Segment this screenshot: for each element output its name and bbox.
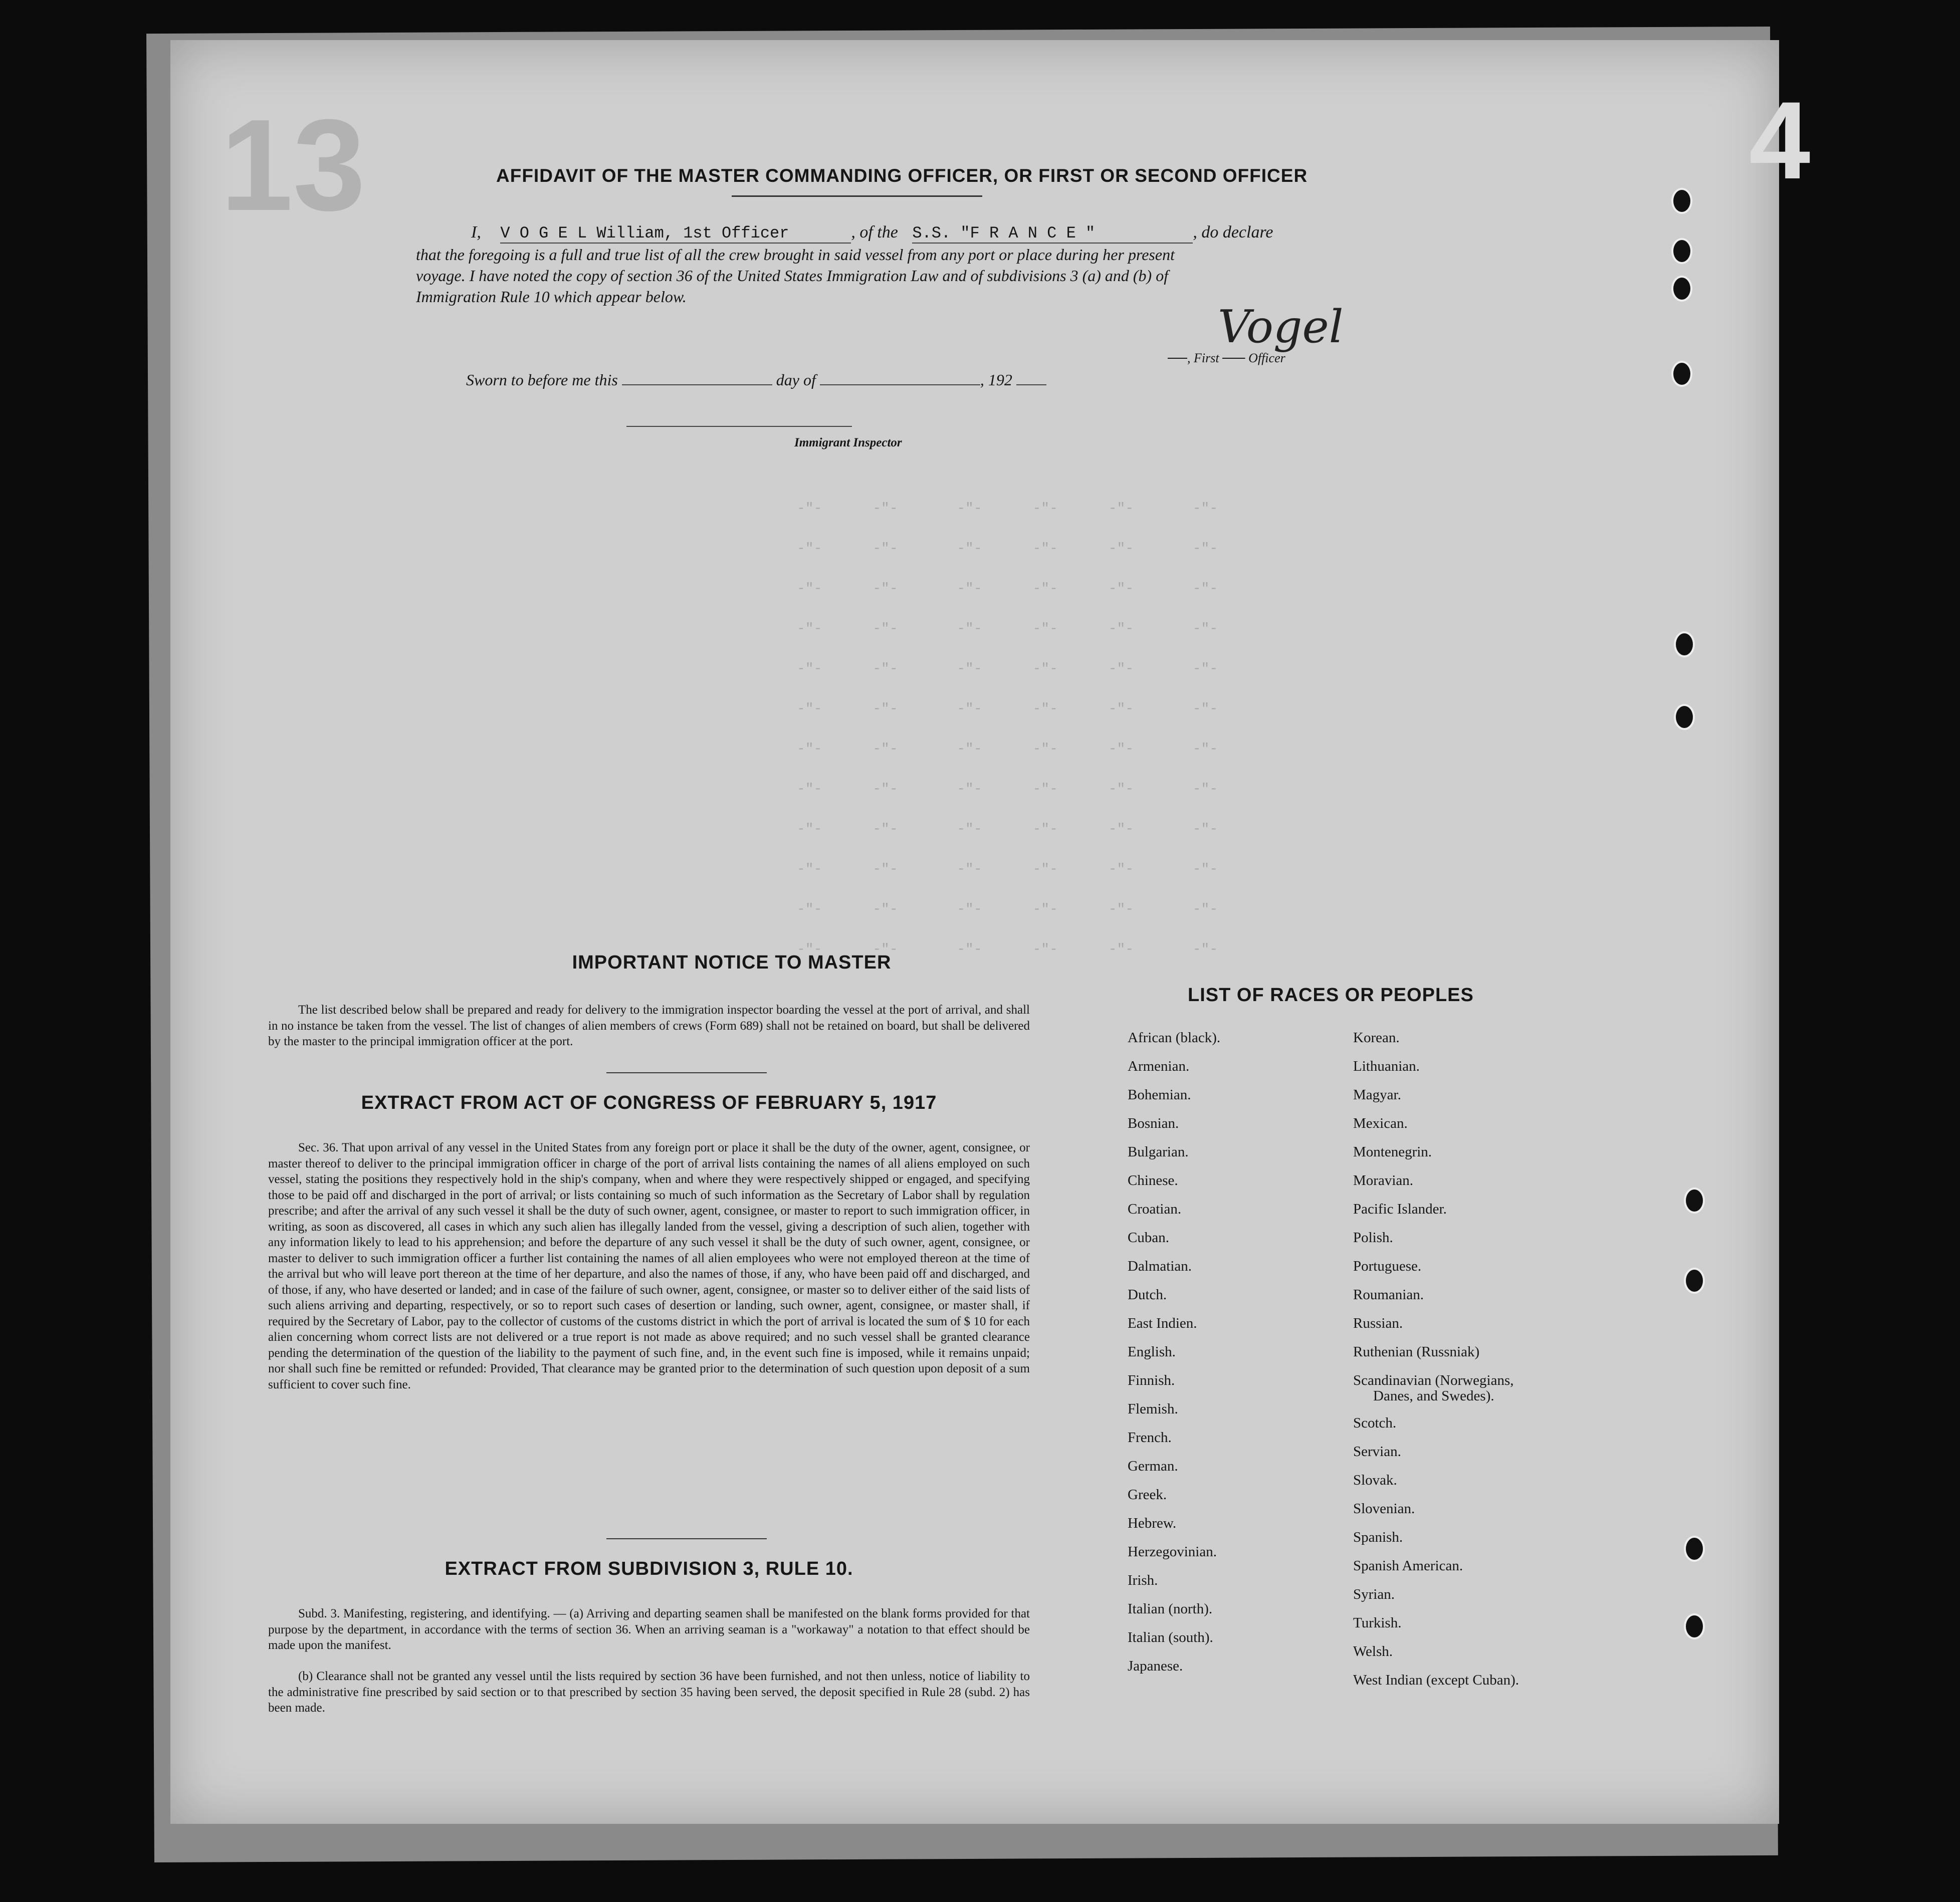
extract-rule-text-a: Subd. 3. Manifesting, registering, and identifying. — (a) Arriving and departing seamen shall be manifested on the blank forms provided for that purpose by the department, in accordance with the terms of section 36. When an arriving seaman is a "workaway" a notation to that effect should be made upon the manifest. [268, 1607, 1030, 1652]
race-item: Magyar. [1353, 1087, 1401, 1103]
inspector-label: Immigrant Inspector [794, 436, 902, 449]
i-label: I, [471, 223, 481, 242]
race-item: Montenegrin. [1353, 1144, 1432, 1160]
race-item: Hebrew. [1128, 1515, 1177, 1531]
race-item: French. [1128, 1430, 1172, 1446]
punch-hole [1671, 188, 1692, 214]
affidavit-title: AFFIDAVIT OF THE MASTER COMMANDING OFFICER, OR FIRST OR SECOND OFFICER [496, 165, 1308, 186]
race-item: Italian (south). [1128, 1629, 1213, 1645]
race-item: Herzegovinian. [1128, 1544, 1217, 1560]
race-item: Bulgarian. [1128, 1144, 1189, 1160]
extract-act-divider [606, 1538, 767, 1539]
races-title: LIST OF RACES OR PEOPLES [1188, 985, 1474, 1006]
race-item: Finnish. [1128, 1372, 1175, 1388]
race-item: German. [1128, 1458, 1178, 1474]
sworn-day-blank [622, 384, 772, 385]
affidavit-para-2: voyage. I have noted the copy of section 36 of the United States Immigration Law and of subdivisions 3 (a) and (b) of [416, 267, 1169, 285]
extract-act-title: EXTRACT FROM ACT OF CONGRESS OF FEBRUARY 5, 1917 [361, 1092, 937, 1113]
race-item: Welsh. [1353, 1643, 1393, 1659]
extract-rule-title: EXTRACT FROM SUBDIVISION 3, RULE 10. [445, 1558, 853, 1579]
sworn-line [466, 371, 1046, 389]
race-item: Slovenian. [1353, 1501, 1415, 1517]
title-underline [732, 195, 982, 197]
race-item: Dutch. [1128, 1287, 1167, 1303]
race-item: Russian. [1353, 1315, 1403, 1331]
officer-name: V O G E L William, 1st Officer [500, 224, 851, 244]
extract-rule-text-b: (b) Clearance shall not be granted any vessel until the lists required by section 36 have been furnished, and not then unless, notice of liability to the administrative fine prescribed by said section or to that prescribed by section 35 having been served, the deposit specified in Rule 28 (subd. 2) has been made. [268, 1670, 1030, 1715]
race-item: Japanese. [1128, 1658, 1183, 1674]
notice-divider [606, 1072, 767, 1073]
race-item: Armenian. [1128, 1058, 1190, 1074]
notice-title: IMPORTANT NOTICE TO MASTER [572, 952, 892, 973]
race-item: Lithuanian. [1353, 1058, 1420, 1074]
punch-hole [1684, 1187, 1705, 1214]
do-declare-label: , do declare [1193, 223, 1273, 242]
race-item: Syrian. [1353, 1586, 1395, 1602]
sworn-year-blank [1016, 384, 1046, 385]
affidavit-para-1: that the foregoing is a full and true list of all the crew brought in said vessel from any port or place during her present [416, 246, 1175, 264]
vessel-name: S.S. "F R A N C E " [912, 224, 1193, 244]
race-item: Ruthenian (Russniak) [1353, 1344, 1480, 1360]
race-item: Bosnian. [1128, 1115, 1179, 1131]
race-item: Cuban. [1128, 1230, 1169, 1246]
inspector-signature-line [626, 426, 852, 427]
race-item: Mexican. [1353, 1115, 1408, 1131]
officer-label: Officer [1248, 351, 1285, 365]
manifest-page: 13 AFFIDAVIT OF THE MASTER COMMANDING OFFICER, OR FIRST OR SECOND OFFICER I, V O G E L William, 1st Officer , of the S.S. "F R A N C E " , do declare that the foregoing is a full and true list of all the crew brought in said vessel from any port or place during her present voyage. I have noted the copy of section 36 of the United States Immigration Law and of subdivisions 3 (a) and (b) of Immigration Rule 10 which appear below. Vogel , First Officer Sworn to before me this day of , 192 Immigrant Inspector -"- -"- -"- -"- -"- -"- -"- -"- -"- -"- -"- -"- -"- -"- -"- -"- -"- -"- -"- -"- -"- -"- -"- -"- -"- -"- -"- -"- -"- -"- -"- -"- -"- -"- -"- -"- -"- -"- -"- -"- -"- -"- -"- -"- -"- -"- -"- -"- -"- -"- -"- -"- -"- -"- -"- -"- -"- -"- -"- -"- -"- -"- -"- -"- -"- -"- -"- -"- -"- -"- -"- -"- IMPORTANT NOTICE TO MASTER The list described below shall be prepared and ready for delivery to the immigration inspector boarding the vessel at the port of arrival, and shall in no instance be taken from the vessel. The list of changes of alien members of crews (Form 689) shall not be retained on board, but shall be delivered by the master to the principal immigration officer at the port. EXTRACT FROM ACT OF CONGRESS OF FEBRUARY 5, 1917 Sec. 36. That upon arrival of any vessel in the United States from any foreign port or place it shall be the duty of the owner, agent, consignee, or master thereof to deliver to the principal immigration officer in charge of the port of arrival lists containing the names of all aliens employed on such vessel, stating the positions they respectively hold in the ship's company, when and where they were respectively shipped or engaged, and specifying those to be paid off and discharged in the port of arrival; or lists containing so much of such information as the Secretary of Labor shall by regulation prescribe; and after the arrival of any such vessel it shall be the duty of such owner, agent, consignee, or master to report to such immigration officer, in writing, as soon as discovered, all cases in which any such alien has illegally landed from the vessel, giving a description of such alien, together with any information likely to lead to his apprehension; and before the departure of any such vessel it shall be the duty of such owner, agent, consignee, or master to deliver to such immigration officer a further list containing the names of all alien employees who were not employed thereon at the time of the arrival but who will leave port thereon at the time of her departure, and also the names of those, if any, who have been paid off and discharged, and of those, if any, who have deserted or landed; and in case of the failure of such owner, agent, consignee, or master so to deliver either of the said lists of such aliens arriving and departing, respectively, or so to report such cases of desertion or landing, such owner, agent, consignee, or master shall, if required by the Secretary of Labor, pay to the collector of customs of the customs district in which the port of arrival is located the sum of $ 10 for each alien concerning whom correct lists are not delivered or a true report is not made as above required; and no such vessel shall be granted clearance pending the determination of the question of the liability to the payment of such fine, and, in the event such fine is imposed, while it remains unpaid; nor shall such fine be remitted or refunded: Provided, That clearance may be granted prior to the determination of such question upon deposit of a sum sufficient to cover such fine. EXTRACT FROM SUBDIVISION 3, RULE 10. Subd. 3. Manifesting, registering, and identifying. — (a) Arriving and departing seamen shall be manifested on the blank forms provided for that purpose by the department, in accordance with the terms of section 36. When an arriving seaman is a "workaway" a notation to that effect should be made upon the manifest. (b) Clearance shall not be granted any vessel until the lists required by section 36 have been furnished, and not then unless, notice of liability to the administrative fine prescribed by said section or to that prescribed by section 35 having been served, the deposit specified in Rule 28 (subd. 2) has been made. LIST OF RACES OR PEOPLES African (black). Armenian. Bohemian. Bosnian. Bulgarian. Chinese. Croatian. Cuban. Dalmatian. Dutch. East Indien. English. Finnish. Flemish. French. German. Greek. Hebrew. Herzegovinian. Irish. Italian (north). Italian (south). Japanese. Korean. Lithuanian. Magyar. Mexican. Montenegrin. Moravian. Pacific Islander. Polish. Portuguese. Roumanian. Russian. Ruthenian (Russniak) Scandinavian (Norwegians, Danes, and Swedes). Scotch. Servian. Slovak. Slovenian. Spanish. Spanish American. Syrian. Turkish. Welsh. West Indian (except Cuban). [170, 40, 1779, 1824]
race-item: Roumanian. [1353, 1287, 1424, 1303]
race-item: Scotch. [1353, 1415, 1397, 1431]
race-item: Croatian. [1128, 1201, 1182, 1217]
race-item: Servian. [1353, 1444, 1401, 1460]
race-item: Portuguese. [1353, 1258, 1422, 1274]
notice-text: The list described below shall be prepared and ready for delivery to the immigration inspector boarding the vessel at the port of arrival, and shall in no instance be taken from the vessel. The list of changes of alien members of crews (Form 689) shall not be retained on board, but shall be delivered by the master to the principal immigration officer at the port. [268, 1003, 1030, 1048]
officer-signature: Vogel [1218, 301, 1344, 353]
punch-hole [1671, 238, 1692, 264]
race-item: Dalmatian. [1128, 1258, 1192, 1274]
extract-act-text: Sec. 36. That upon arrival of any vessel in the United States from any foreign port or place it shall be the duty of the owner, agent, consignee, or master thereof to deliver to the principal immigration officer in charge of the port of arrival lists containing the names of all aliens employed on such vessel, stating the positions they respectively hold in the ship's company, when and where they were respectively shipped or engaged, and specifying those to be paid off and discharged in the port of arrival; or lists containing so much of such information as the Secretary of Labor shall by regulation prescribe; and after the arrival of any such vessel it shall be the duty of such owner, agent, consignee, or master to report to such immigration officer, in writing, as soon as discovered, all cases in which any such alien has illegally landed from the vessel, giving a description of such alien, together with any information likely to lead to his apprehension; and before the departure of any such vessel it shall be the duty of such owner, agent, consignee, or master to deliver to such immigration officer a further list containing the names of all alien employees who were not employed thereon at the time of the arrival but who will leave port thereon at the time of her departure, and also the names of those, if any, who have been paid off and discharged, and of those, if any, who have deserted or landed; and in case of the failure of such owner, agent, consignee, or master so to deliver either of the said lists of such aliens arriving and departing, respectively, or so to report such cases of desertion or landing, such owner, agent, consignee, or master shall, if required by the Secretary of Labor, pay to the collector of customs of the customs district in which the port of arrival is located the sum of $ 10 for each alien concerning whom correct lists are not delivered or a true report is not made as above required; and no such vessel shall be granted clearance pending the determination of the question of the liability to the payment of such fine, and, in the event such fine is imposed, while it remains unpaid; nor shall such fine be remitted or refunded: Provided, That clearance may be granted prior to the determination of such question upon deposit of a sum sufficient to cover such fine. [268, 1141, 1030, 1391]
race-item: East Indien. [1128, 1315, 1197, 1331]
race-item: Italian (north). [1128, 1601, 1213, 1617]
punch-hole [1684, 1268, 1705, 1294]
punch-hole [1684, 1536, 1705, 1562]
race-item: Chinese. [1128, 1172, 1178, 1188]
page-number: 13 [221, 93, 366, 238]
year-label: , 192 [980, 371, 1012, 389]
race-item: Danes, and Swedes). [1373, 1388, 1494, 1404]
race-item: Spanish American. [1353, 1558, 1463, 1574]
race-item: African (black). [1128, 1030, 1221, 1046]
day-of-label: day of [776, 371, 816, 389]
punch-hole [1674, 704, 1695, 730]
punch-hole [1671, 361, 1692, 387]
of-the-label: , of the [851, 223, 898, 242]
race-item: Scandinavian (Norwegians, [1353, 1372, 1514, 1388]
race-item: West Indian (except Cuban). [1353, 1672, 1519, 1688]
race-item: Moravian. [1353, 1172, 1413, 1188]
side-tab-number: 4 [1749, 79, 1811, 202]
punch-hole [1674, 631, 1695, 657]
race-item: Korean. [1353, 1030, 1400, 1046]
race-item: Greek. [1128, 1487, 1167, 1503]
affidavit-para-3: Immigration Rule 10 which appear below. [416, 288, 687, 306]
race-item: Irish. [1128, 1572, 1158, 1588]
signature-title [1168, 351, 1285, 366]
affidavit-line1 [471, 223, 1273, 244]
first-label: , First [1187, 351, 1219, 365]
race-item: Pacific Islander. [1353, 1201, 1447, 1217]
sworn-label: Sworn to before me this [466, 371, 618, 389]
race-item: Spanish. [1353, 1529, 1403, 1545]
race-item: Slovak. [1353, 1472, 1397, 1488]
race-item: Flemish. [1128, 1401, 1178, 1417]
race-item: Polish. [1353, 1230, 1393, 1246]
sworn-month-blank [820, 384, 980, 385]
punch-hole [1684, 1613, 1705, 1639]
punch-hole [1671, 276, 1692, 302]
race-item: Turkish. [1353, 1615, 1402, 1631]
race-item: Bohemian. [1128, 1087, 1191, 1103]
race-item: English. [1128, 1344, 1176, 1360]
